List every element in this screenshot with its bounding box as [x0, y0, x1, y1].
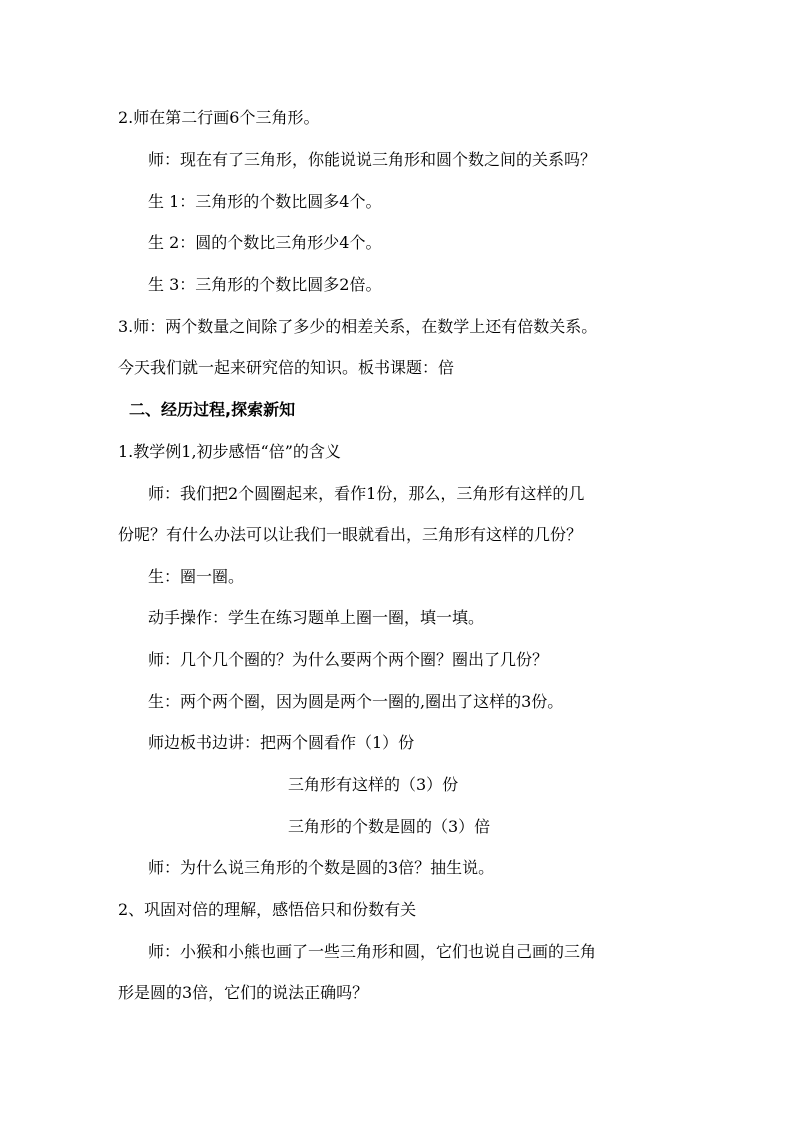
subheading-consolidate: 2、巩固对倍的理解，感悟倍只和份数有关 [118, 900, 417, 919]
paragraph-step-2: 2.师在第二行画6个三角形。 [118, 108, 320, 127]
student-1-answer: 生 1：三角形的个数比圆多4个。 [148, 192, 382, 211]
board-writing-line-3: 三角形的个数是圆的（3）倍 [288, 817, 491, 836]
hands-on-activity: 动手操作：学生在练习题单上圈一圈，填一填。 [148, 608, 485, 627]
student-2-answer: 生 2：圆的个数比三角形少4个。 [148, 233, 382, 252]
teacher-circle-prompt-line-1: 师：我们把2个圆圈起来，看作1份，那么，三角形有这样的几 [148, 484, 585, 503]
student-3-answer: 生 3：三角形的个数比圆多2倍。 [148, 275, 382, 294]
teacher-monkey-bear-line-1: 师：小猴和小熊也画了一些三角形和圆，它们也说自己画的三角 [148, 942, 597, 961]
teacher-circle-prompt-line-2: 份呢？有什么办法可以让我们一眼就看出，三角形有这样的几份？ [118, 525, 583, 544]
student-circle-answer: 生：圈一圈。 [148, 567, 245, 586]
section-heading-2: 二、经历过程,探索新知 [129, 400, 296, 419]
student-grouping-answer: 生：两个两个圈，因为圆是两个一圈的,圈出了这样的3份。 [148, 692, 564, 711]
teacher-grouping-question: 师：几个几个圈的？为什么要两个两个圈？圈出了几份？ [148, 650, 549, 669]
teacher-question-relation: 师：现在有了三角形，你能说说三角形和圆个数之间的关系吗？ [148, 150, 597, 169]
board-writing-line-2: 三角形有这样的（3）份 [288, 775, 459, 794]
paragraph-step-3: 3.师：两个数量之间除了多少的相差关系，在数学上还有倍数关系。 [118, 317, 598, 336]
subheading-example-1: 1.教学例1,初步感悟“倍”的含义 [118, 442, 341, 461]
board-writing-line-1: 师边板书边讲：把两个圆看作（1）份 [148, 733, 415, 752]
teacher-why-question: 师：为什么说三角形的个数是圆的3倍？抽生说。 [148, 858, 495, 877]
lesson-topic-line: 今天我们就一起来研究倍的知识。板书课题：倍 [118, 358, 455, 377]
teacher-monkey-bear-line-2: 形是圆的3倍，它们的说法正确吗？ [118, 983, 369, 1002]
